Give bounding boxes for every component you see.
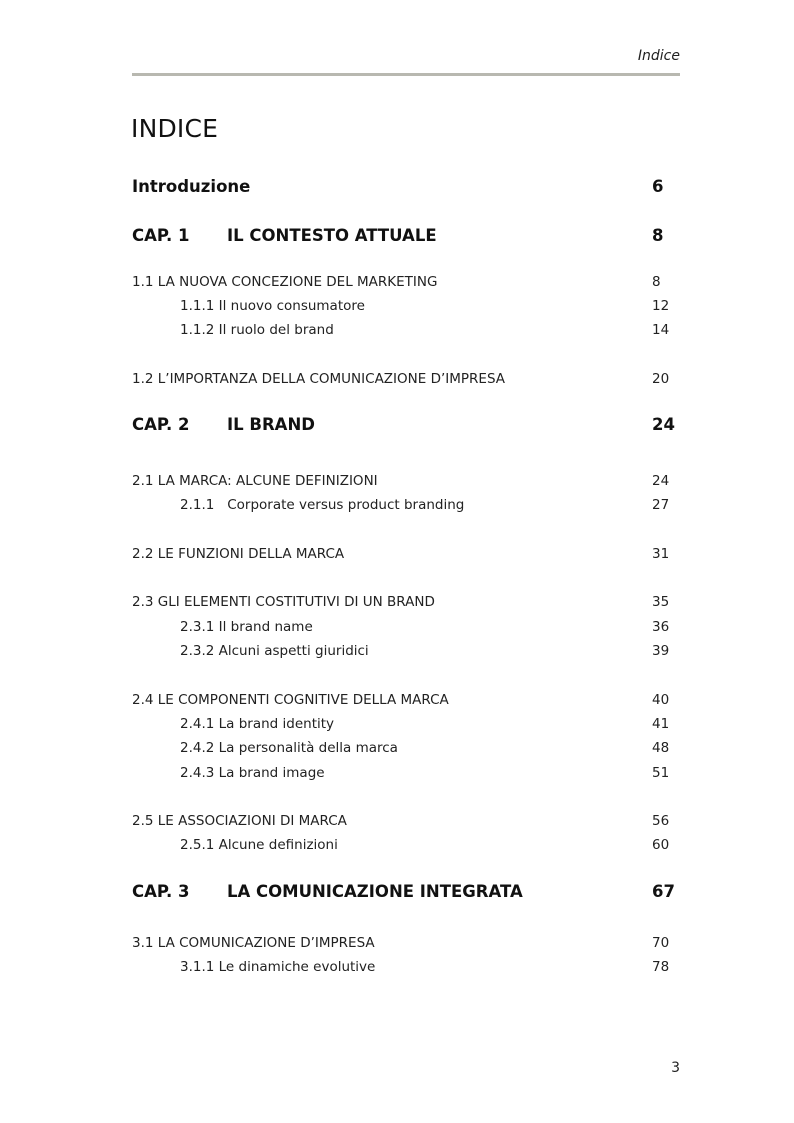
chapter-number: CAP. 3 [132,882,190,901]
toc-page: 67 [652,882,675,901]
toc-page: 48 [652,740,670,756]
toc-label: 2.4 LE COMPONENTI COGNITIVE DELLA MARCA [132,692,449,708]
header-rule [132,73,680,76]
toc-label: 2.3 GLI ELEMENTI COSTITUTIVI DI UN BRAND [132,594,435,610]
page-number: 3 [671,1060,680,1076]
chapter-number: CAP. 1 [132,226,190,245]
toc-label: 3.1 LA COMUNICAZIONE D’IMPRESA [132,935,375,951]
toc-label: 2.3.1 Il brand name [180,619,313,635]
toc-page: 8 [652,226,664,245]
toc-label: 2.3.2 Alcuni aspetti giuridici [180,643,369,659]
toc-label: 1.1.2 Il ruolo del brand [180,322,334,338]
toc-page: 31 [652,546,670,562]
toc-page: 51 [652,765,670,781]
toc-label: 2.4.2 La personalità della marca [180,740,398,756]
toc-page: 8 [652,274,661,290]
running-header: Indice [637,48,680,64]
chapter-title: IL BRAND [227,415,315,434]
toc-page: 12 [652,298,670,314]
toc-label: 2.5.1 Alcune definizioni [180,837,338,853]
toc-page: 60 [652,837,670,853]
toc-page: 56 [652,813,670,829]
toc-label: 2.4.1 La brand identity [180,716,335,732]
chapter-title: IL CONTESTO ATTUALE [227,226,437,245]
toc-label: 2.2 LE FUNZIONI DELLA MARCA [132,546,345,562]
toc-label: 2.4.3 La brand image [180,765,325,781]
toc-page: 20 [652,371,670,387]
page-title: INDICE [131,114,219,143]
toc-page: 27 [652,497,670,513]
toc-page: 14 [652,322,670,338]
toc-label: 2.5 LE ASSOCIAZIONI DI MARCA [132,813,347,829]
toc-label: 2.1.1 Corporate versus product branding [180,497,465,513]
chapter-title: LA COMUNICAZIONE INTEGRATA [227,882,523,901]
toc-label: 1.1 LA NUOVA CONCEZIONE DEL MARKETING [132,274,438,290]
toc-page: 41 [652,716,670,732]
toc-page: 39 [652,643,670,659]
toc-page: 70 [652,935,670,951]
toc-page: 35 [652,594,670,610]
toc-page: 24 [652,473,670,489]
toc-label: 2.1 LA MARCA: ALCUNE DEFINIZIONI [132,473,378,489]
toc-label: Introduzione [132,177,251,196]
toc-page: 36 [652,619,670,635]
toc-page: 40 [652,692,670,708]
toc-page: 24 [652,415,675,434]
toc-page: 78 [652,959,670,975]
toc-label: 3.1.1 Le dinamiche evolutive [180,959,376,975]
toc-label: 1.2 L’IMPORTANZA DELLA COMUNICAZIONE D’IMPRESA [132,371,505,387]
toc-label: 1.1.1 Il nuovo consumatore [180,298,365,314]
toc-page: 6 [652,177,664,196]
chapter-number: CAP. 2 [132,415,190,434]
